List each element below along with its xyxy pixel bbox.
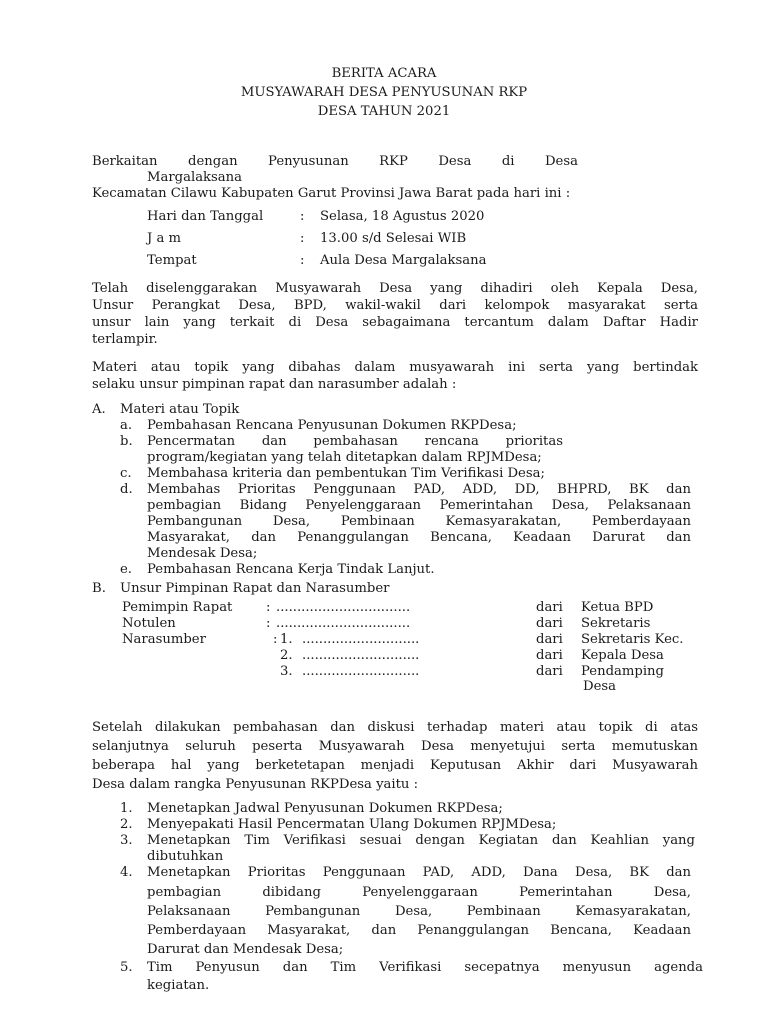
role-title: Ketua BPD	[581, 600, 654, 615]
list-item: Pembangunan Desa, Pembinaan Kemasyarakatan, Pemberdayaan	[147, 514, 691, 529]
list-item: Membahasa kriteria dan pembentukan Tim Verifikasi Desa;	[147, 466, 545, 481]
doc-subtitle-year: DESA TAHUN 2021	[317, 104, 451, 119]
list-item: Mendesak Desa;	[147, 546, 258, 561]
info-value: Selasa, 18 Agustus 2020	[320, 209, 485, 224]
list-item: Pencermatan dan pembahasan rencana prioritas	[147, 434, 563, 449]
decision-marker: 1.	[120, 801, 133, 816]
section-a-marker: A.	[92, 402, 106, 417]
role-label: Notulen	[122, 616, 176, 631]
info-value: Aula Desa Margalaksana	[320, 253, 487, 268]
role-title: Sekretaris	[581, 616, 651, 631]
role-dari: dari	[536, 600, 563, 615]
paragraph-line: Unsur Perangkat Desa, BPD, wakil-wakil dari kelompok masyarakat serta	[92, 298, 698, 313]
role-number: 1.	[280, 632, 293, 647]
list-marker: a.	[120, 418, 133, 433]
section-b-marker: B.	[92, 581, 106, 596]
doc-subtitle: MUSYAWARAH DESA PENYUSUNAN RKP	[240, 85, 528, 100]
list-item: Masyarakat, dan Penanggulangan Bencana, Keadaan Darurat dan	[147, 530, 691, 545]
role-separator: :	[273, 632, 278, 647]
signature-blank: ................................	[276, 600, 411, 615]
decision-item: Menyepakati Hasil Pencermatan Ulang Dokumen RPJMDesa;	[147, 817, 557, 832]
decision-item: pembagian dibidang Penyelenggaraan Pemerintahan Desa,	[147, 885, 691, 900]
decision-item: dibutuhkan	[147, 849, 224, 864]
role-dari: dari	[536, 632, 563, 647]
intro-line: Berkaitan dengan Penyusunan RKP Desa di Desa	[92, 154, 578, 169]
decision-item: Menetapkan Prioritas Penggunaan PAD, ADD, Dana Desa, BK dan	[147, 865, 691, 880]
paragraph-line: Desa dalam rangka Penyusunan RKPDesa yaitu :	[92, 777, 419, 792]
paragraph-line: beberapa hal yang berketetapan menjadi Keputusan Akhir dari Musyawarah	[92, 758, 698, 773]
signature-blank: ............................	[302, 648, 420, 663]
signature-blank: ................................	[276, 616, 411, 631]
role-number: 2.	[280, 648, 293, 663]
role-separator: :	[266, 600, 271, 615]
info-separator: :	[300, 253, 305, 268]
role-dari: dari	[536, 648, 563, 663]
decision-marker: 5.	[120, 960, 133, 975]
role-title: Kepala Desa	[581, 648, 664, 663]
paragraph-line: unsur lain yang terkait di Desa sebagaimana tercantum dalam Daftar Hadir	[92, 315, 698, 330]
signature-blank: ............................	[302, 632, 420, 647]
decision-item: Tim Penyusun dan Tim Verifikasi secepatnya menyusun agenda	[147, 960, 703, 975]
list-item: Membahas Prioritas Penggunaan PAD, ADD, DD, BHPRD, BK dan	[147, 482, 691, 497]
decision-item: Pemberdayaan Masyarakat, dan Penanggulangan Bencana, Keadaan	[147, 923, 691, 938]
decision-marker: 2.	[120, 817, 133, 832]
info-separator: :	[300, 209, 305, 224]
decision-marker: 3.	[120, 833, 133, 848]
role-separator: :	[266, 616, 271, 631]
role-dari: dari	[536, 616, 563, 631]
role-title: Sekretaris Kec.	[581, 632, 684, 647]
intro-line: Kecamatan Cilawu Kabupaten Garut Provinsi Jawa Barat pada hari ini :	[92, 186, 571, 201]
role-label: Narasumber	[122, 632, 206, 647]
role-label: Pemimpin Rapat	[122, 600, 233, 615]
list-item: pembagian Bidang Penyelenggaraan Pemerintahan Desa, Pelaksanaan	[147, 498, 691, 513]
info-label: Hari dan Tanggal	[147, 209, 264, 224]
role-title-cont: Desa	[583, 679, 617, 694]
section-a-title: Materi atau Topik	[120, 402, 240, 417]
decision-item: Darurat dan Mendesak Desa;	[147, 942, 344, 957]
info-label: J a m	[147, 231, 182, 246]
list-marker: e.	[120, 562, 132, 577]
paragraph-line: selanjutnya seluruh peserta Musyawarah Desa menyetujui serta memutuskan	[92, 739, 698, 754]
list-marker: b.	[120, 434, 133, 449]
decision-marker: 4.	[120, 865, 133, 880]
list-marker: c.	[120, 466, 132, 481]
doc-title: BERITA ACARA	[331, 66, 437, 81]
intro-village: Margalaksana	[147, 170, 243, 185]
paragraph-line: Materi atau topik yang dibahas dalam musyawarah ini serta yang bertindak	[92, 360, 698, 375]
role-title: Pendamping	[581, 664, 664, 679]
paragraph-line: selaku unsur pimpinan rapat dan narasumber adalah :	[92, 377, 457, 392]
list-item: Pembahasan Rencana Kerja Tindak Lanjut.	[147, 562, 435, 577]
decision-item: Menetapkan Jadwal Penyusunan Dokumen RKPDesa;	[147, 801, 503, 816]
list-marker: d.	[120, 482, 133, 497]
section-b-title: Unsur Pimpinan Rapat dan Narasumber	[120, 581, 390, 596]
list-item: program/kegiatan yang telah ditetapkan dalam RPJMDesa;	[147, 450, 542, 465]
role-number: 3.	[280, 664, 293, 679]
paragraph-line: Telah diselenggarakan Musyawarah Desa yang dihadiri oleh Kepala Desa,	[92, 281, 698, 296]
decision-item: Menetapkan Tim Verifikasi sesuai dengan Kegiatan dan Keahlian yang	[147, 833, 695, 848]
paragraph-line: Setelah dilakukan pembahasan dan diskusi terhadap materi atau topik di atas	[92, 720, 698, 735]
list-item: Pembahasan Rencana Penyusunan Dokumen RKPDesa;	[147, 418, 517, 433]
paragraph-line: terlampir.	[92, 332, 158, 347]
info-value: 13.00 s/d Selesai WIB	[320, 231, 467, 246]
decision-item: kegiatan.	[147, 978, 210, 993]
decision-item: Pelaksanaan Pembangunan Desa, Pembinaan Kemasyarakatan,	[147, 904, 691, 919]
role-dari: dari	[536, 664, 563, 679]
signature-blank: ............................	[302, 664, 420, 679]
info-label: Tempat	[147, 253, 197, 268]
info-separator: :	[300, 231, 305, 246]
